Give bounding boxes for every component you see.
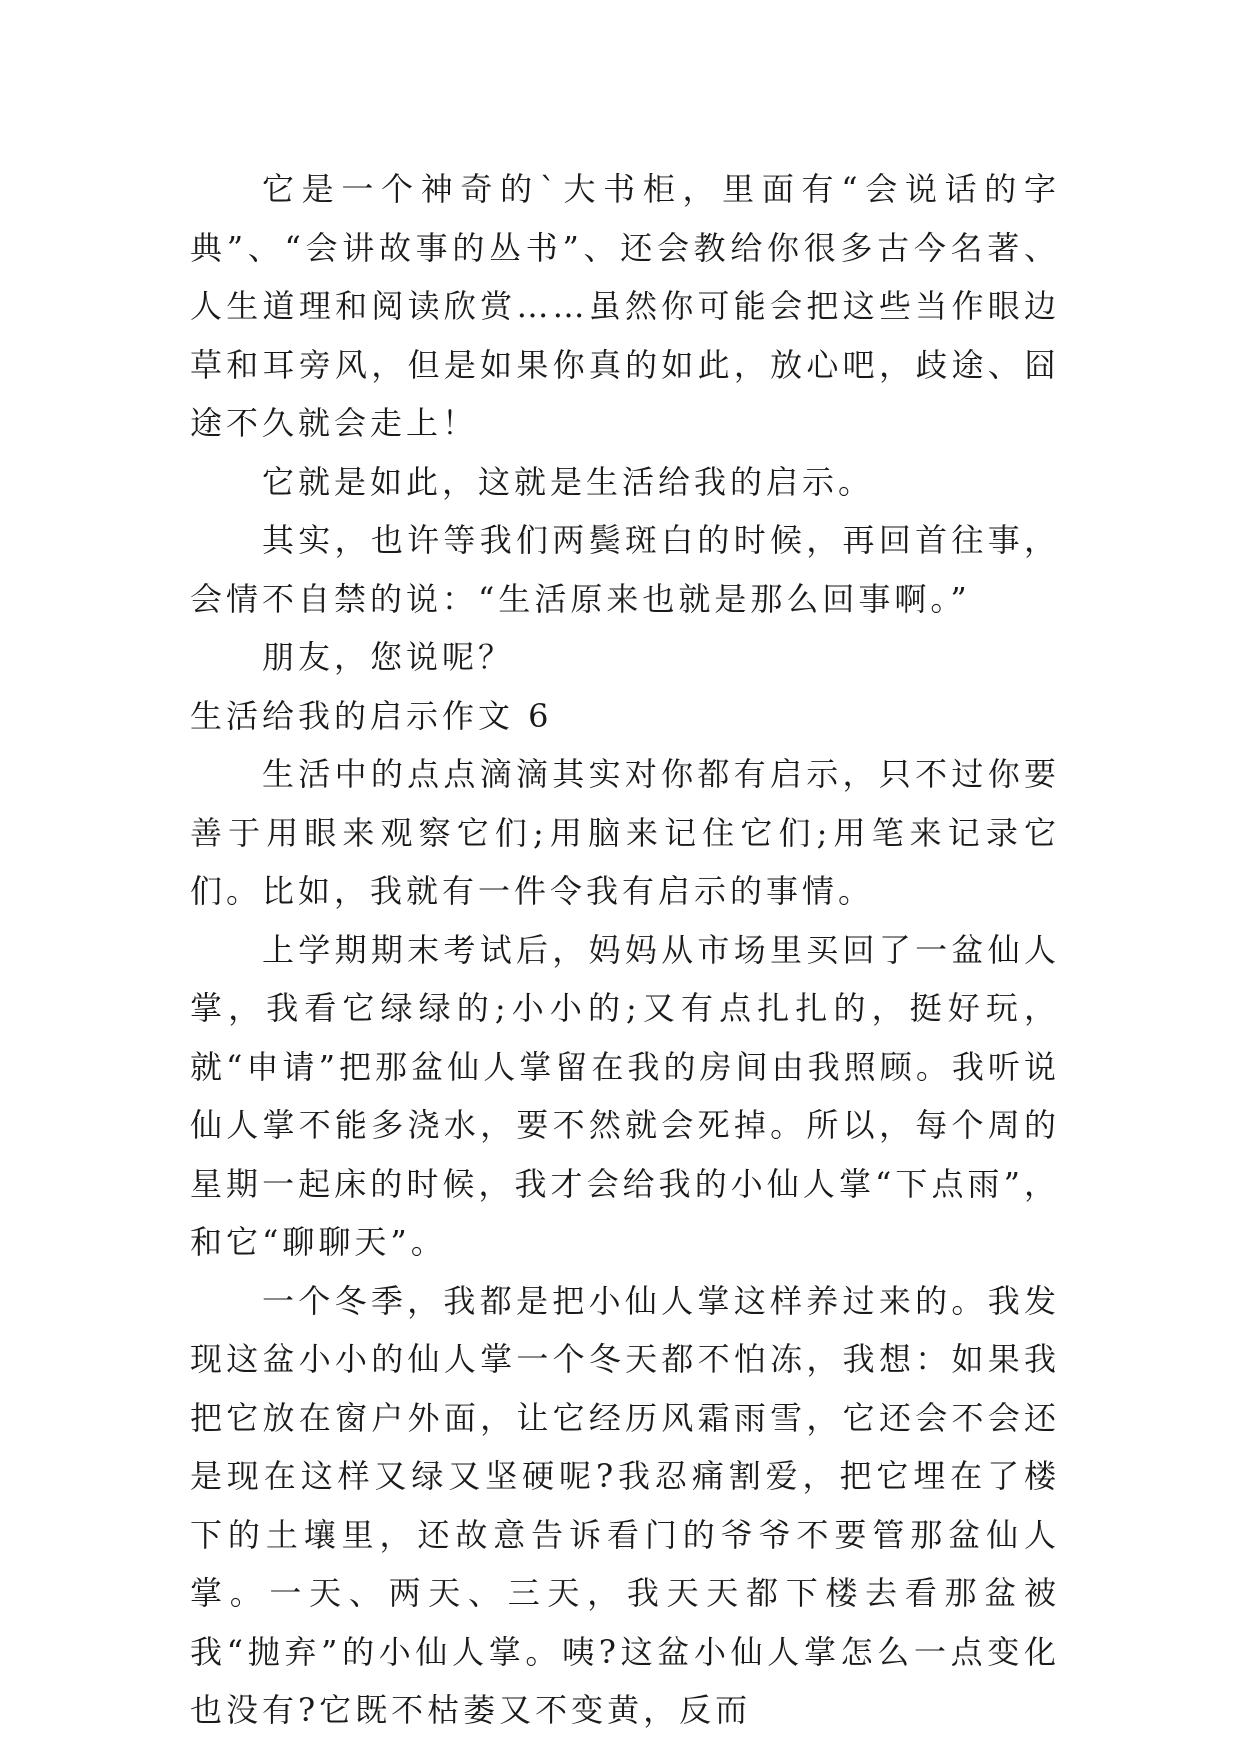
paragraph-winter: 一个冬季，我都是把小仙人掌这样养过来的。我发现这盆小小的仙人掌一个冬天都不怕冻，我想：如果我把它放在窗户外面，让它经历风霜雨雪，它还会不会还是现在这样又绿又坚硬呢?我忍痛割爱，把它埋在了楼下的土壤里，还故意告诉看门的爷爷不要管那盆仙人掌。一天、两天、三天，我天天都下楼去看那盆被我“抛弃”的小仙人掌。咦?这盆小仙人掌怎么一点变化也没有?它既不枯萎又不变黄，反而 [190,1281,1060,1729]
paragraph-cactus-story: 上学期期末考试后，妈妈从市场里买回了一盆仙人掌，我看它绿绿的;小小的;又有点扎扎的，挺好玩，就“申请”把那盆仙人掌留在我的房间由我照顾。我听说仙人掌不能多浇水，要不然就会死掉。所以，每个周的星期一起床的时候，我才会给我的小仙人掌“下点雨”，和它“聊聊天”。 [190,930,1060,1261]
paragraph-looking-back: 其实，也许等我们两鬓斑白的时候，再回首往事，会情不自禁的说：“生活原来也就是那么回事啊。” [190,521,1060,618]
paragraph-friend-question: 朋友，您说呢？ [262,638,515,676]
document-body [190,160,1060,1740]
paragraph-observe: 生活中的点点滴滴其实对你都有启示，只不过你要善于用眼来观察它们;用脑来记住它们;用笔来记录它们。比如，我就有一件令我有启示的事情。 [190,755,1060,910]
paragraph-life-lesson: 它就是如此，这就是生活给我的启示。 [262,462,875,501]
paragraph-bookcase: 它是一个神奇的`大书柜，里面有“会说话的字典”、“会讲故事的丛书”、还会教给你很多古今名著、人生道理和阅读欣赏……虽然你可能会把这些当作眼边草和耳旁风，但是如果你真的如此，放心吧，歧途、囧途不久就会走上！ [190,170,1060,442]
essay-heading: 生活给我的启示作文 6 [190,696,553,735]
